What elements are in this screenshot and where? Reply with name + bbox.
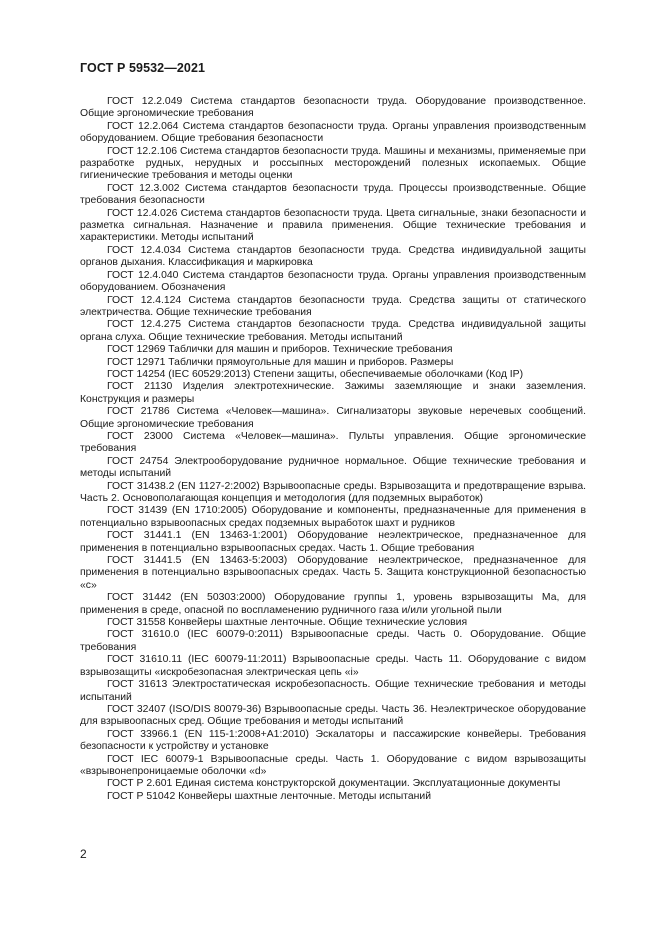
reference-item: ГОСТ Р 51042 Конвейеры шахтные ленточные. Методы испытаний	[107, 790, 432, 802]
reference-item: ГОСТ 21130 Изделия электротехнические. Зажимы заземляющие и знаки заземления. Конструкция и размеры	[80, 381, 586, 405]
reference-item: ГОСТ 31610.11 (IEC 60079-11:2011) Взрывоопасные среды. Часть 11. Оборудование с видом взрывозащиты «искробезопасная электрическая цепь «i»	[80, 654, 586, 678]
reference-item: ГОСТ 12.4.034 Система стандартов безопасности труда. Средства индивидуальной защиты органов дыхания. Классификация и маркировка	[80, 244, 586, 269]
normative-references-list	[80, 96, 586, 803]
reference-item: ГОСТ 31613 Электростатическая искробезопасность. Общие технические требования и методы испытаний	[80, 679, 586, 703]
reference-item: ГОСТ Р 2.601 Единая система конструкторской документации. Эксплуатационные документы	[107, 778, 561, 790]
reference-item: ГОСТ 32407 (ISO/DIS 80079-36) Взрывоопасные среды. Часть 36. Неэлектрическое оборудование для взрывоопасных сред. Общие требования и методы испытаний	[80, 703, 586, 728]
reference-item: ГОСТ 12.4.124 Система стандартов безопасности труда. Средства защиты от статического электричества. Общие технические требования	[80, 294, 586, 318]
reference-item: ГОСТ IEC 60079-1 Взрывоопасные среды. Часть 1. Оборудование с видом взрывозащиты «взрывонепроницаемые оболочки «d»	[80, 753, 586, 777]
reference-item: ГОСТ 31439 (EN 1710:2005) Оборудование и компоненты, предназначенные для применения в потенциально взрывоопасных средах подземных выработок шахт и рудников	[80, 505, 586, 529]
reference-item: ГОСТ 12.2.049 Система стандартов безопасности труда. Оборудование производственное. Общие эргономические требования	[80, 96, 586, 120]
reference-item: ГОСТ 31441.5 (EN 13463-5:2003) Оборудование неэлектрическое, предназначенное для применения в потенциально взрывоопасных средах. Часть 5. Защита конструкционной безопасностью «с»	[80, 555, 586, 591]
reference-item: ГОСТ 31438.2 (EN 1127-2:2002) Взрывоопасные среды. Взрывозащита и предотвращение взрыва. Часть 2. Основополагающая концепция и методология (для подземных выработок)	[80, 480, 586, 504]
reference-item: ГОСТ 12969 Таблички для машин и приборов. Технические требования	[107, 344, 453, 356]
reference-item: ГОСТ 24754 Электрооборудование рудничное нормальное. Общие технические требования и методы испытаний	[80, 455, 586, 480]
page-number: 2	[80, 847, 87, 861]
document-header: ГОСТ Р 59532—2021	[80, 61, 206, 75]
reference-item: ГОСТ 12.3.002 Система стандартов безопасности труда. Процессы производственные. Общие требования безопасности	[80, 182, 586, 207]
reference-item: ГОСТ 31442 (EN 50303:2000) Оборудование группы 1, уровень взрывозащиты Ма, для применения в среде, опасной по воспламенению рудничного газа и/или угольной пыли	[80, 592, 586, 616]
reference-item: ГОСТ 12.4.026 Система стандартов безопасности труда. Цвета сигнальные, знаки безопасности и разметка сигнальная. Назначение и правила применения. Общие технические требования и характеристики. Методы испытаний	[80, 207, 586, 244]
reference-item: ГОСТ 31610.0 (IEC 60079-0:2011) Взрывоопасные среды. Часть 0. Оборудование. Общие требования	[80, 629, 586, 653]
reference-item: ГОСТ 12.4.275 Система стандартов безопасности труда. Средства индивидуальной защиты органа слуха. Общие технические требования. Методы испытаний	[80, 319, 586, 343]
reference-item: ГОСТ 12.2.064 Система стандартов безопасности труда. Органы управления производственным оборудованием. Общие требования безопасности	[80, 120, 586, 145]
reference-item: ГОСТ 21786 Система «Человек—машина». Сигнализаторы звуковые неречевых сообщений. Общие эргономические требования	[80, 406, 586, 430]
reference-item: ГОСТ 12.2.106 Система стандартов безопасности труда. Машины и механизмы, применяемые при разработке рудных, нерудных и россыпных месторождений полезных ископаемых. Общие гигиенические требования и методы оценки	[80, 145, 586, 182]
reference-item: ГОСТ 12971 Таблички прямоугольные для машин и приборов. Размеры	[107, 356, 454, 368]
reference-item: ГОСТ 33966.1 (EN 115-1:2008+A1:2010) Эскалаторы и пассажирские конвейеры. Требования безопасности к устройству и установке	[80, 728, 586, 753]
reference-item: ГОСТ 31558 Конвейеры шахтные ленточные. Общие технические условия	[107, 617, 468, 629]
reference-item: ГОСТ 31441.1 (EN 13463-1:2001) Оборудование неэлектрическое, предназначенное для применения в потенциально взрывоопасных средах. Часть 1. Общие требования	[80, 530, 586, 554]
reference-item: ГОСТ 23000 Система «Человек—машина». Пульты управления. Общие эргономические требования	[80, 430, 586, 455]
reference-item: ГОСТ 14254 (IEC 60529:2013) Степени защиты, обеспечиваемые оболочками (Код IP)	[107, 368, 524, 380]
reference-item: ГОСТ 12.4.040 Система стандартов безопасности труда. Органы управления производственным оборудованием. Обозначения	[80, 269, 586, 294]
